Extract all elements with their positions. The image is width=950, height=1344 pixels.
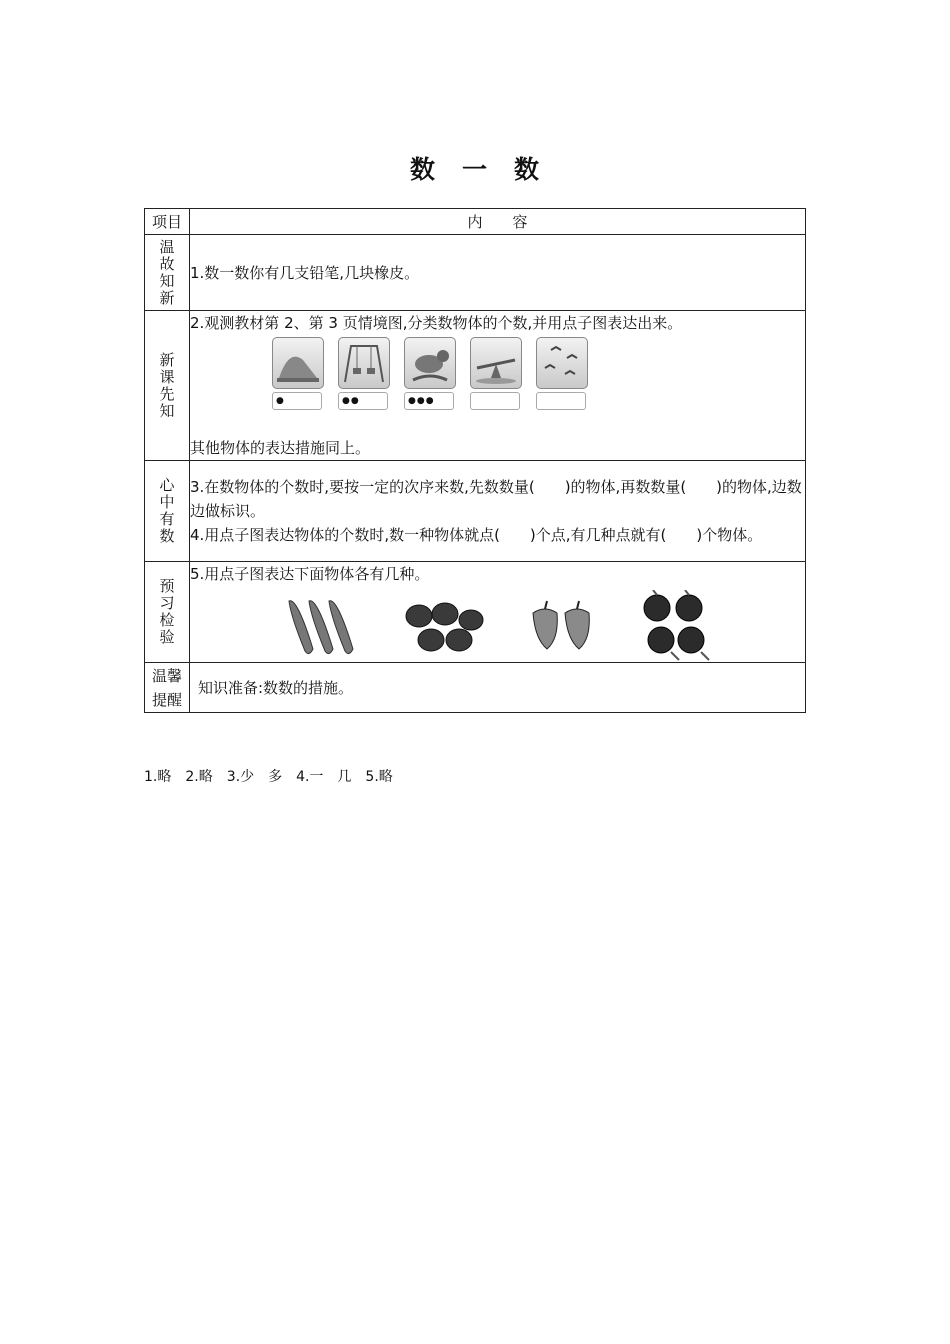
table-row xyxy=(145,562,806,663)
beans-image xyxy=(283,593,363,659)
question-2-footer: 其他物体的表达措施同上。 xyxy=(190,439,371,457)
question-2: 2.观测教材第 2、第 3 页情境图,分类数物体的个数,并用点子图表达出来。 xyxy=(190,314,683,332)
scene-picture xyxy=(338,337,390,410)
header-content: 内 容 xyxy=(190,209,806,235)
row-content xyxy=(190,562,806,663)
dot-box: ●●● xyxy=(404,392,454,410)
row-content: 知识准备:数数的措施。 xyxy=(190,663,806,713)
tomatoes-image xyxy=(403,596,487,656)
swing-image xyxy=(338,337,390,389)
rocking-horse-image xyxy=(404,337,456,389)
question-5: 5.用点子图表达下面物体各有几种。 xyxy=(190,565,430,583)
table-row xyxy=(145,461,806,562)
birds-image xyxy=(536,337,588,389)
table-header xyxy=(145,209,806,235)
scene-picture xyxy=(404,337,456,410)
question-4: 4.用点子图表达物体的个数时,数一种物体就点( )个点,有几种点就有( )个物体。 xyxy=(190,526,763,544)
row-label: 新 课 先 知 xyxy=(145,311,190,461)
row-content xyxy=(190,311,806,461)
dot-box xyxy=(470,392,520,410)
slide-image xyxy=(272,337,324,389)
seesaw-image xyxy=(470,337,522,389)
scene-pictures xyxy=(276,337,580,410)
table-row xyxy=(145,311,806,461)
question-3: 3.在数物体的个数时,要按一定的次序来数,先数数量( )的物体,再数数量( )的物体,边数边做标识。 xyxy=(190,478,802,520)
scene-picture xyxy=(470,337,522,410)
row-content xyxy=(190,461,806,562)
dot-box xyxy=(536,392,586,410)
radishes-image xyxy=(639,590,713,662)
row-label: 温馨 提醒 xyxy=(145,663,190,713)
vegetables-pictures xyxy=(190,590,805,662)
scene-picture xyxy=(272,337,324,410)
dot-box: ● xyxy=(272,392,322,410)
table-row xyxy=(145,663,806,713)
row-label: 心 中 有 数 xyxy=(145,461,190,562)
dot-box: ●● xyxy=(338,392,388,410)
row-label: 温 故 知 新 xyxy=(145,235,190,311)
lesson-table xyxy=(144,208,806,713)
row-content: 1.数一数你有几支铅笔,几块橡皮。 xyxy=(190,235,806,311)
header-item: 项目 xyxy=(145,209,190,235)
answer-key: 1.略 2.略 3.少 多 4.一 几 5.略 xyxy=(144,769,393,785)
table-row xyxy=(145,235,806,311)
page-title: 数 一 数 xyxy=(409,155,540,184)
peppers-image xyxy=(527,599,599,653)
row-label: 预 习 检 验 xyxy=(145,562,190,663)
scene-picture xyxy=(536,337,588,410)
